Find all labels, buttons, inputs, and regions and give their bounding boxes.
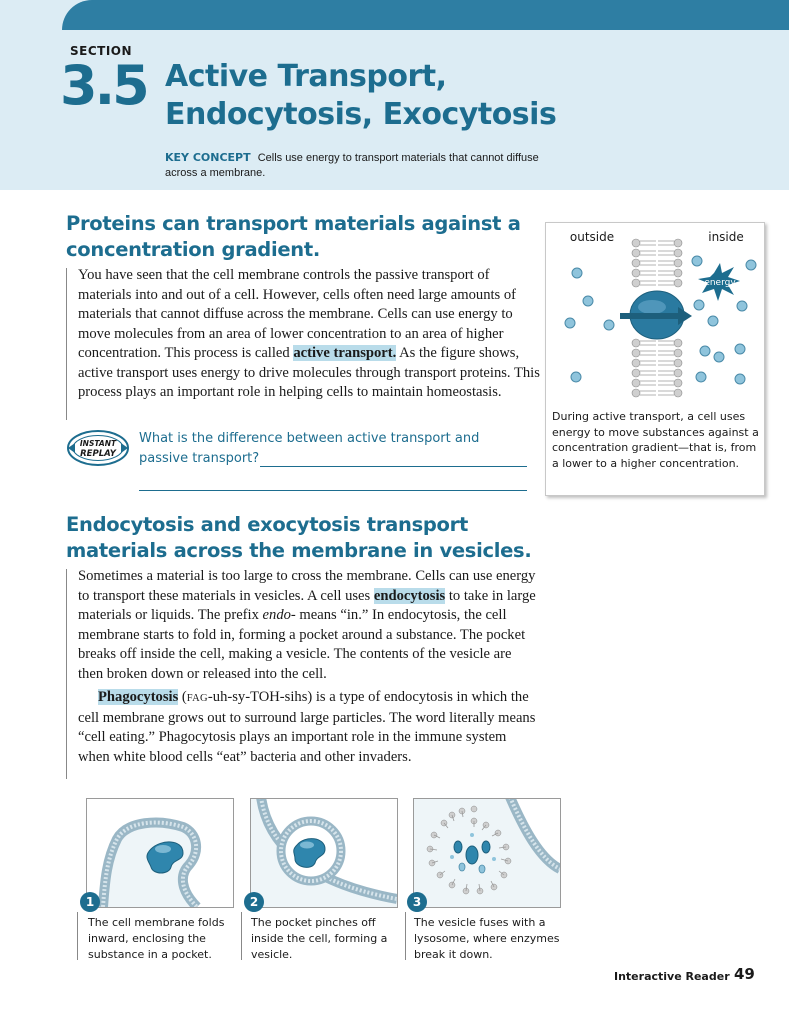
transport-arrow-head	[678, 307, 692, 325]
endocytosis-step2-illustration	[251, 799, 397, 907]
header-tab	[62, 0, 789, 30]
text-run: (	[178, 689, 187, 705]
paragraph-phagocytosis	[78, 688, 540, 767]
key-concept	[165, 150, 565, 181]
section-heading-endocytosis	[66, 512, 536, 564]
text-run: -uh-sy-TOH-sihs)	[207, 689, 313, 705]
step-3-number: 3	[407, 892, 427, 912]
step-2-panel	[250, 798, 398, 908]
key-concept-text: Cells use energy to transport materials that cannot diffuse across a membrane.	[165, 152, 539, 179]
paragraph-active-transport	[78, 266, 540, 403]
page-number: 49	[734, 965, 755, 983]
paragraph-endocytosis	[78, 567, 540, 684]
vocab-term-active-transport[interactable]: active transport.	[293, 345, 397, 361]
step-3-panel	[413, 798, 561, 908]
section-heading-active-transport	[66, 211, 536, 263]
step-1-caption: The cell membrane folds inward, enclosing the substance in a pocket.	[88, 916, 225, 961]
key-concept-label: KEY CONCEPT	[165, 151, 251, 164]
prefix-endo: endo-	[262, 607, 296, 623]
answer-line-1[interactable]	[260, 466, 527, 467]
figure-caption: During active transport, a cell uses energy to move substances against a concentration gradient—that is, from a lower to a higher concentration.	[552, 410, 759, 470]
heading-line-1: Endocytosis and exocytosis transport	[66, 513, 468, 536]
text-run: is a type of endocytosis in which the cell membrane grows out to surround large particles. The word literally means “cell eating.” Phagocytosis plays an important role in the immune system when white blood cells “eat” bacteria and other invaders.	[78, 689, 536, 765]
outside-label: outside	[569, 231, 615, 244]
lysosome-step3-illustration	[414, 799, 560, 907]
footer-book-title: Interactive Reader	[614, 970, 730, 983]
paragraph-rule	[66, 268, 67, 420]
heading-line-1: Proteins can transport materials against a	[66, 212, 521, 235]
title-line-2: Endocytosis, Exocytosis	[165, 97, 557, 132]
step-2-number: 2	[244, 892, 264, 912]
protein-highlight	[638, 300, 666, 314]
text-run: You have seen that the cell membrane controls the passive transport of materials into and out of a cell. However, cells often need large amounts of materials that cannot diffuse across the membrane. Cells can use energy to move molecules from an area of lower concentration to an area of higher concentration. This process is called	[78, 267, 517, 361]
step-1-panel	[86, 798, 234, 908]
steps-rule	[405, 912, 406, 960]
steps-rule	[241, 912, 242, 960]
heading-line-2: concentration gradient.	[66, 238, 320, 261]
section-number: 3.5	[60, 54, 147, 117]
inside-label: inside	[708, 231, 744, 244]
title-line-1: Active Transport,	[165, 59, 447, 94]
heading-line-2: materials across the membrane in vesicles.	[66, 539, 532, 562]
step-2-caption: The pocket pinches off inside the cell, forming a vesicle.	[251, 916, 388, 961]
energy-label: energy	[704, 278, 736, 288]
membrane-diagram	[552, 231, 760, 407]
vocab-term-phagocytosis[interactable]: Phagocytosis	[98, 689, 179, 705]
page-title	[165, 58, 556, 134]
replay-label-1: INSTANT	[79, 439, 117, 448]
replay-label-2: REPLAY	[80, 449, 116, 459]
vocab-term-endocytosis[interactable]: endocytosis	[373, 587, 446, 604]
paragraph-rule	[66, 569, 67, 779]
transport-arrow-shaft	[620, 313, 678, 319]
text-run: As the figure shows, active transport uses energy to drive molecules through transport proteins. This process plays an important role in helping cells to maintain homeostasis.	[78, 345, 540, 400]
section-label: SECTION	[70, 44, 133, 58]
answer-line-2[interactable]	[139, 490, 527, 491]
text-run: Sometimes a material is too large to cross the membrane. Cells can use energy to transport these materials in vesicles. A cell uses	[78, 568, 536, 604]
active-transport-figure	[545, 222, 765, 496]
endocytosis-step1-illustration	[87, 799, 233, 907]
pronunciation-stress: FAG	[186, 693, 208, 704]
step-3-caption: The vesicle fuses with a lysosome, where enzymes break it down.	[414, 916, 560, 961]
step-1-number: 1	[80, 892, 100, 912]
instant-replay-icon	[66, 428, 130, 468]
text-run: to take in large materials or liquids. The prefix	[78, 587, 536, 623]
steps-rule	[77, 912, 78, 960]
replay-question: What is the difference between active transport and passive transport?	[139, 431, 480, 466]
text-run: means “in.” In endocytosis, the cell membrane starts to fold in, forming a pocket around a substance. The pocket breaks off inside the cell, making a vesicle. The contents of the vesicle are then broken down or released into the cell.	[78, 607, 526, 682]
